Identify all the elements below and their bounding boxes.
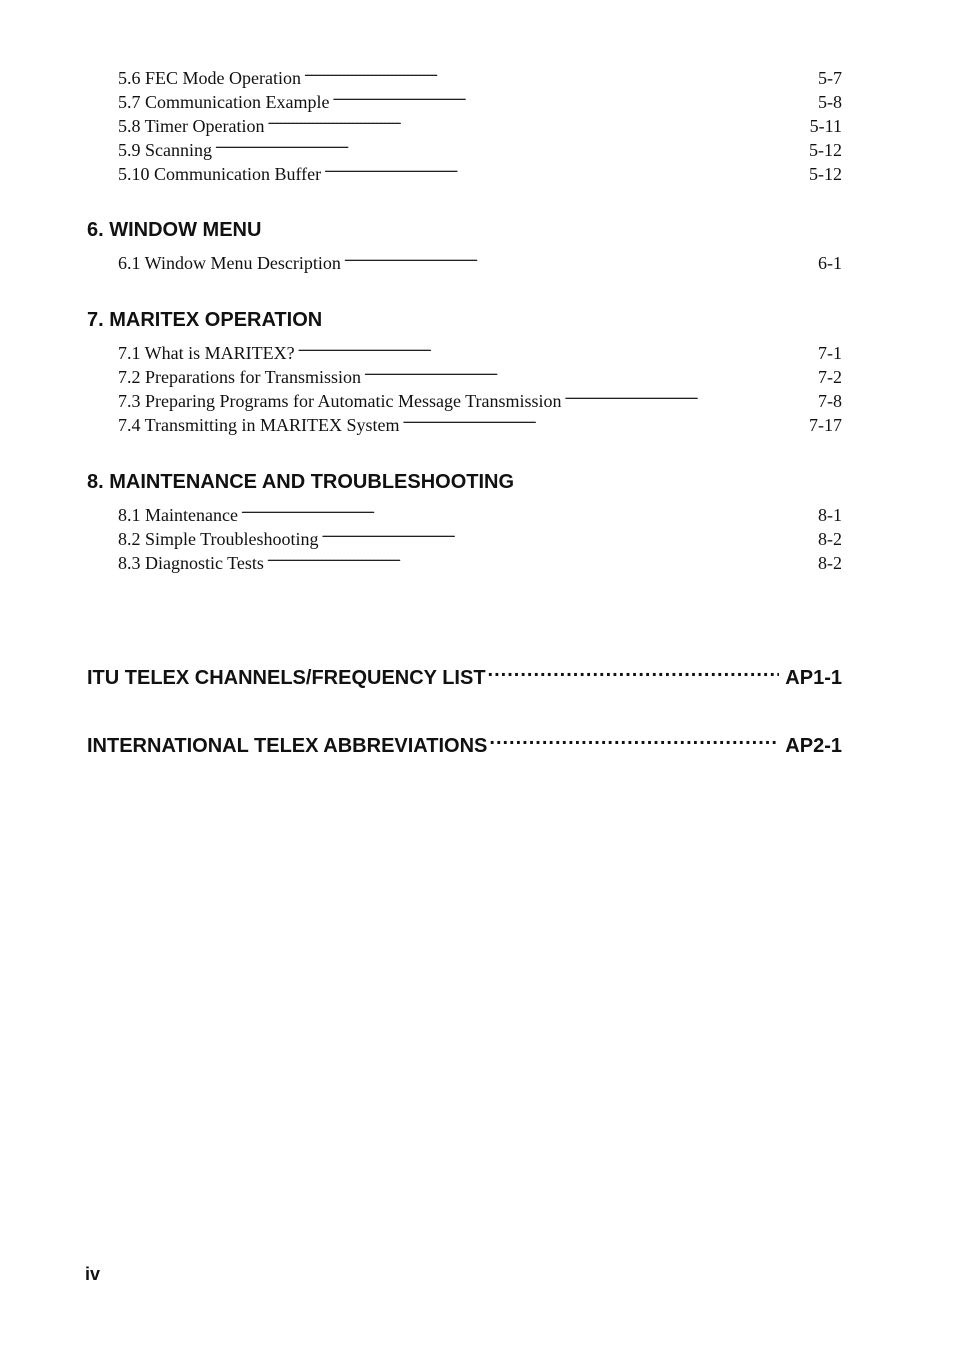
toc-section-8 bbox=[87, 469, 842, 573]
toc-entry-label: 8.2 Simple Troubleshooting bbox=[118, 529, 319, 549]
dot-leader bbox=[267, 545, 815, 569]
dot-leader bbox=[332, 84, 815, 108]
toc-entry bbox=[118, 335, 842, 363]
section-heading: 8. MAINTENANCE AND TROUBLESHOOTING bbox=[87, 471, 515, 493]
dot-leader bbox=[241, 497, 815, 521]
toc-entry-label: 6.1 Window Menu Description bbox=[118, 253, 341, 273]
toc-entry-list bbox=[87, 335, 842, 435]
dot-leader bbox=[322, 521, 815, 545]
toc-entry-page: 8-1 bbox=[818, 505, 842, 525]
toc-entry-page: 7-1 bbox=[818, 343, 842, 363]
toc-entry-label: 7.3 Preparing Programs for Automatic Message Transmission bbox=[118, 391, 562, 411]
toc-entry-page: 7-17 bbox=[809, 415, 842, 435]
toc-entry-page: 8-2 bbox=[818, 553, 842, 573]
toc-entry-page: 5-8 bbox=[818, 92, 842, 112]
toc-appendix-label: ITU TELEX CHANNELS/FREQUENCY LIST bbox=[87, 667, 486, 689]
toc-appendix-label: INTERNATIONAL TELEX ABBREVIATIONS bbox=[87, 735, 488, 757]
dot-leader bbox=[298, 335, 815, 359]
toc-entry-label: 8.3 Diagnostic Tests bbox=[118, 553, 264, 573]
toc-appendix-2 bbox=[87, 724, 842, 760]
dot-leader bbox=[268, 108, 807, 132]
toc-entry-list bbox=[87, 497, 842, 573]
toc-entry bbox=[118, 132, 842, 160]
dot-leader bbox=[344, 245, 815, 269]
toc-appendix-entry bbox=[87, 724, 842, 760]
toc-appendix-1 bbox=[87, 656, 842, 692]
toc-entry-label: 7.4 Transmitting in MARITEX System bbox=[118, 415, 400, 435]
toc-entry-label: 5.9 Scanning bbox=[118, 140, 212, 160]
toc-appendix-page: AP2-1 bbox=[785, 735, 842, 757]
toc-entry-list bbox=[87, 60, 842, 184]
toc-entry-page: 7-8 bbox=[818, 391, 842, 411]
dot-leader bbox=[364, 359, 815, 383]
section-heading: 6. WINDOW MENU bbox=[87, 219, 262, 241]
toc-entry-page: 7-2 bbox=[818, 367, 842, 387]
toc-entry-list bbox=[87, 245, 842, 273]
toc-entry bbox=[118, 497, 842, 525]
dot-leader bbox=[488, 656, 780, 684]
toc-entry-page: 5-12 bbox=[809, 140, 842, 160]
toc-entry-label: 5.6 FEC Mode Operation bbox=[118, 68, 301, 88]
section-heading: 7. MARITEX OPERATION bbox=[87, 309, 323, 331]
dot-leader bbox=[215, 132, 806, 156]
toc-entry-page: 6-1 bbox=[818, 253, 842, 273]
toc-entry-page: 5-7 bbox=[818, 68, 842, 88]
toc-entry bbox=[118, 245, 842, 273]
toc-entry-label: 5.10 Communication Buffer bbox=[118, 164, 322, 184]
toc-entry bbox=[118, 156, 842, 184]
toc-entry bbox=[118, 60, 842, 88]
dot-leader bbox=[403, 407, 806, 431]
toc-appendix-page: AP1-1 bbox=[785, 667, 842, 689]
toc-entry-page: 5-12 bbox=[809, 164, 842, 184]
toc-appendix-entry bbox=[87, 656, 842, 692]
toc-section-6 bbox=[87, 217, 842, 273]
toc-entry-label: 7.2 Preparations for Transmission bbox=[118, 367, 361, 387]
dot-leader bbox=[324, 156, 806, 180]
toc-entry-label: 5.8 Timer Operation bbox=[118, 116, 265, 136]
dot-leader bbox=[304, 60, 815, 84]
dot-leader bbox=[564, 383, 815, 407]
toc-entry-label: 5.7 Communication Example bbox=[118, 92, 330, 112]
toc-entry-page: 5-11 bbox=[809, 116, 842, 136]
toc-entry-label: 8.1 Maintenance bbox=[118, 505, 238, 525]
page-number: iv bbox=[85, 1264, 101, 1284]
toc-entry-label: 7.1 What is MARITEX? bbox=[118, 343, 295, 363]
toc-section-7 bbox=[87, 307, 842, 435]
toc-section-5 bbox=[87, 60, 842, 184]
dot-leader bbox=[489, 724, 779, 752]
toc-entry-page: 8-2 bbox=[818, 529, 842, 549]
